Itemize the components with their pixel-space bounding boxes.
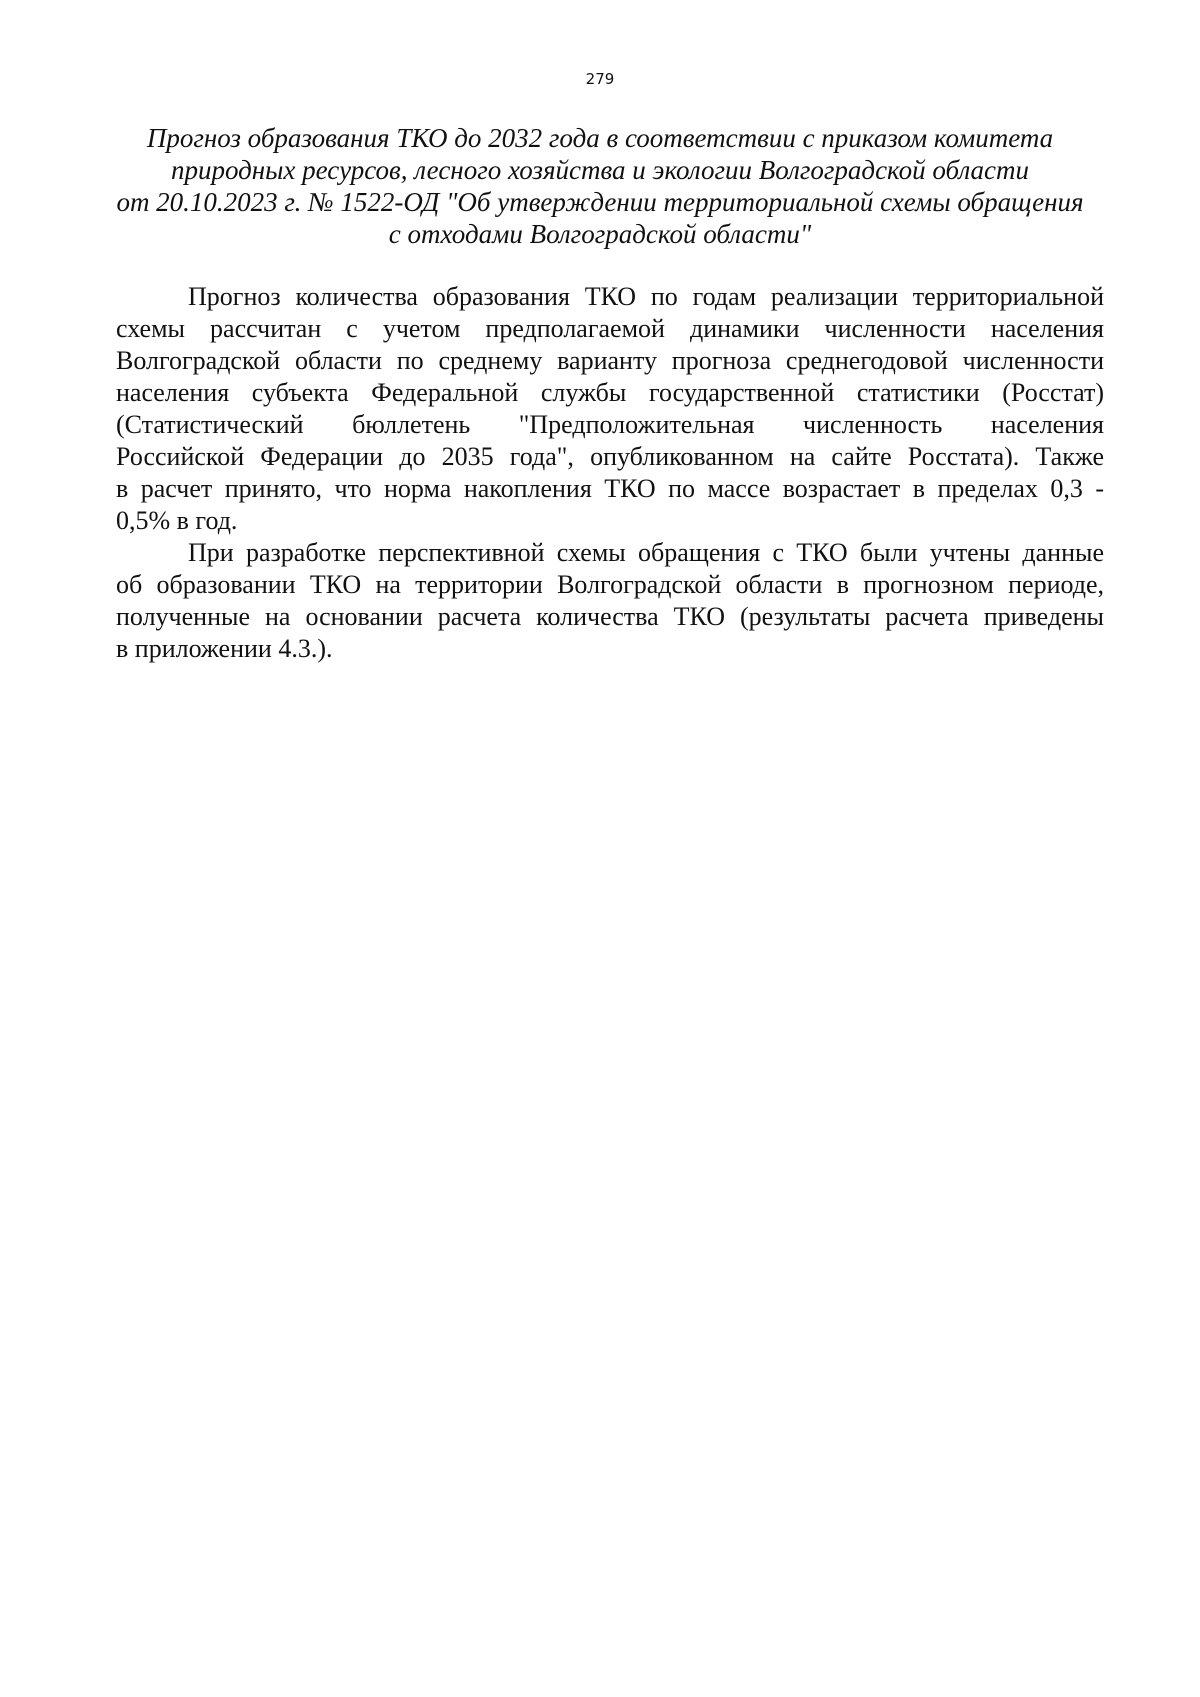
title-line: Прогноз образования ТКО до 2032 года в соответствии с приказом комитета [146, 123, 1054, 153]
paragraph-line: При разработке перспективной схемы обращения с ТКО были учтены данные [188, 538, 1104, 567]
paragraph-line: Прогноз количества образования ТКО по годам реализации территориальной [188, 282, 1104, 311]
paragraph-line: полученные на основании расчета количества ТКО (результаты расчета приведены [116, 602, 1104, 631]
page-number: 279 [585, 70, 615, 88]
paragraph-line: Волгоградской области по среднему варианту прогноза среднегодовой численности [116, 346, 1104, 375]
paragraph-scheme-development [116, 537, 1104, 665]
document-body [116, 281, 1104, 665]
title-line: с отходами Волгоградской области" [388, 219, 812, 249]
paragraph-forecast-method [116, 281, 1104, 537]
paragraph-line: (Статистический бюллетень "Предположительная численность населения [116, 410, 1104, 439]
paragraph-line: в приложении 4.3.). [116, 634, 333, 663]
title-line: от 20.10.2023 г. № 1522-ОД "Об утверждении территориальной схемы обращения [116, 187, 1084, 217]
title-line: природных ресурсов, лесного хозяйства и экологии Волгоградской области [170, 155, 1030, 185]
paragraph-line: населения субъекта Федеральной службы государственной статистики (Росстат) [116, 378, 1104, 407]
paragraph-line: об образовании ТКО на территории Волгоградской области в прогнозном периоде, [116, 570, 1104, 599]
paragraph-line: 0,5% в год. [116, 506, 238, 535]
document-title [110, 122, 1090, 250]
paragraph-line: в расчет принято, что норма накопления ТКО по массе возрастает в пределах 0,3 - [116, 474, 1104, 503]
paragraph-line: схемы рассчитан с учетом предполагаемой динамики численности населения [116, 314, 1104, 343]
paragraph-line: Российской Федерации до 2035 года", опубликованном на сайте Росстата). Также [116, 442, 1104, 471]
